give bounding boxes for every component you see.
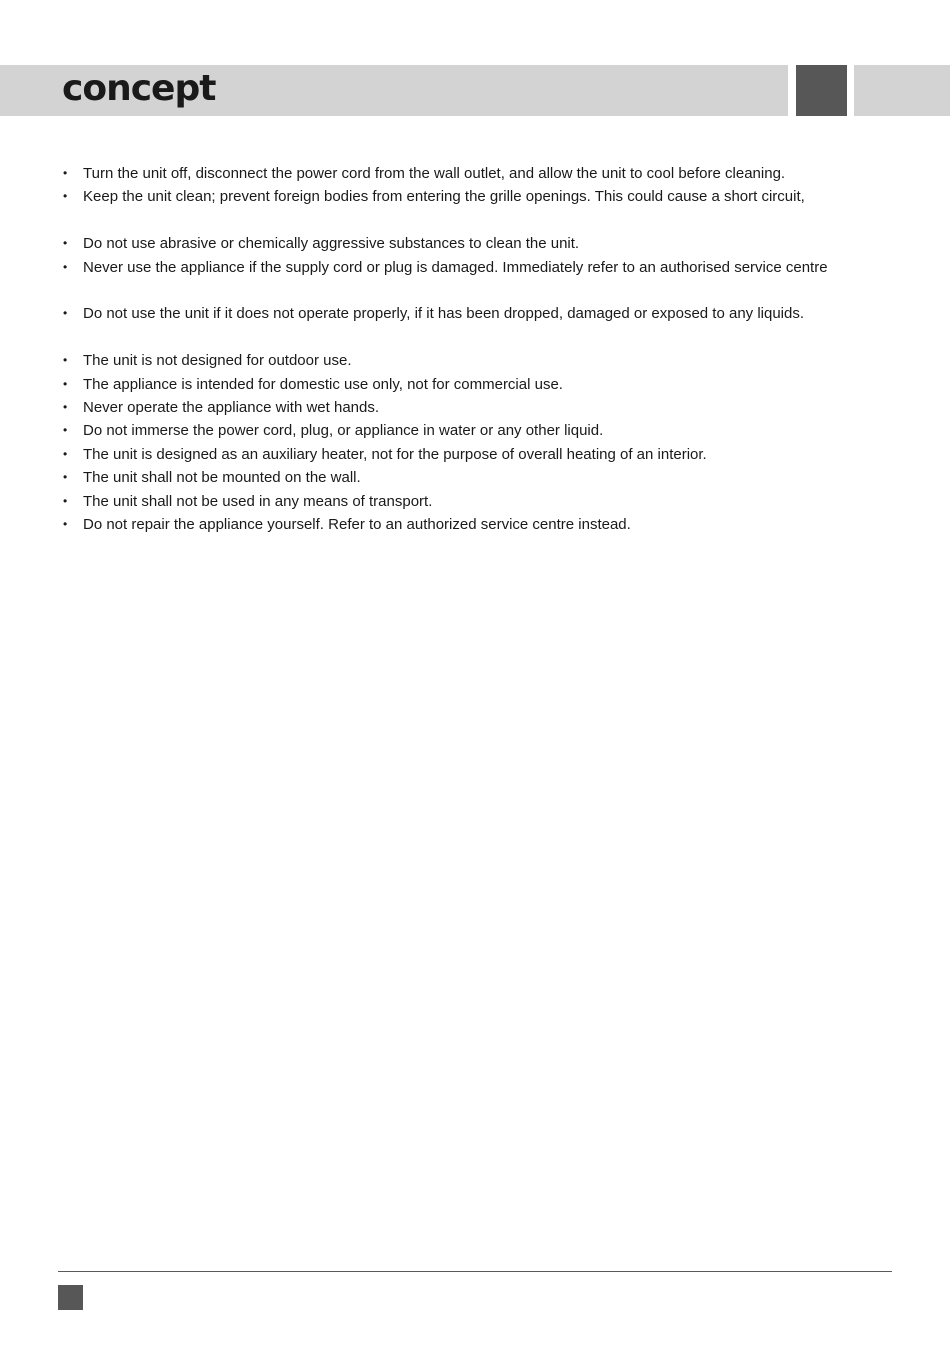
bullet-icon: • (63, 446, 68, 461)
list-item (60, 349, 900, 372)
list-item (60, 162, 900, 185)
list-item-text: Never use the appliance if the supply cord or plug is damaged. Immediately refer to an authorised service centre (83, 258, 828, 276)
bullet-icon: • (63, 376, 68, 391)
list-item (60, 373, 900, 396)
brand-logo: concept (62, 68, 216, 109)
list-item-text: Do not immerse the power cord, plug, or appliance in water or any other liquid. (83, 422, 604, 440)
bullet-icon: • (63, 470, 68, 485)
bullet-icon: • (63, 400, 68, 415)
list-item-text: Do not use the unit if it does not operate properly, if it has been dropped, damaged or exposed to any liquids. (83, 305, 805, 323)
list-item-text: Do not repair the appliance yourself. Refer to an authorized service centre instead. (83, 516, 631, 534)
list-item-text: Keep the unit clean; prevent foreign bodies from entering the grille openings. This could cause a short circuit, (83, 188, 805, 206)
list-item-text: The unit shall not be used in any means of transport. (83, 492, 433, 510)
list-item (60, 513, 900, 536)
safety-instructions (60, 162, 900, 536)
bullet-icon: • (63, 236, 68, 251)
list-item-text: Turn the unit off, disconnect the power cord from the wall outlet, and allow the unit to cool before cleaning. (83, 165, 786, 182)
list-item-text: The appliance is intended for domestic use only, not for commercial use. (83, 375, 563, 393)
list-item-text: Never operate the appliance with wet hands. (83, 399, 380, 417)
list-item (60, 443, 900, 466)
list-item (60, 232, 900, 255)
bullet-icon: • (63, 259, 68, 274)
bullet-icon: • (63, 353, 68, 368)
header-divider (847, 65, 854, 116)
list-item-text: The unit is designed as an auxiliary heater, not for the purpose of overall heating of an interior. (83, 445, 707, 463)
list-item (60, 185, 900, 208)
bullet-icon: • (63, 517, 68, 532)
header-divider (788, 65, 796, 116)
list-item-text: Do not use abrasive or chemically aggressive substances to clean the unit. (83, 235, 580, 253)
bullet-icon: • (63, 189, 68, 204)
footer-divider (58, 1271, 892, 1272)
bullet-icon: • (63, 423, 68, 438)
list-item (60, 466, 900, 489)
bullet-icon: • (63, 166, 68, 180)
footer-page-block (58, 1285, 83, 1310)
header-page-block (796, 65, 847, 116)
instruction-list (60, 162, 900, 536)
list-item-text: The unit is not designed for outdoor use. (83, 352, 352, 370)
bullet-icon: • (63, 493, 68, 508)
list-item (60, 419, 900, 442)
list-item-text: The unit shall not be mounted on the wall. (83, 469, 361, 487)
list-item (60, 396, 900, 419)
list-item (60, 256, 900, 279)
list-item (60, 490, 900, 513)
bullet-icon: • (63, 306, 68, 321)
list-item (60, 302, 900, 325)
